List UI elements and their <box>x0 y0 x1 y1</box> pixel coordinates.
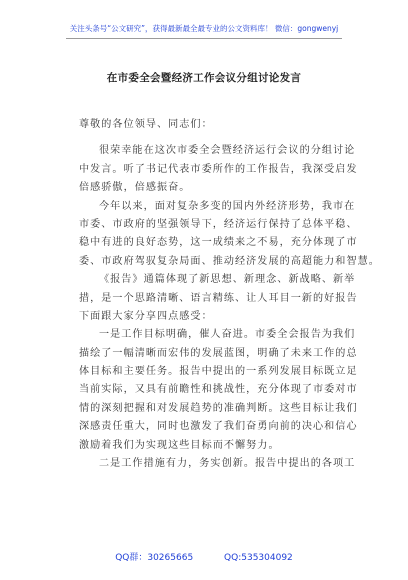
body-line: 很荣幸能在这次市委全会暨经济运行会议的分组讨论 <box>99 145 356 157</box>
body-line: 当前实际，又具有前瞻性和挑战性，充分体现了市委对市 <box>79 384 358 396</box>
footer-qq-group: QQ群：30265665 <box>115 553 194 563</box>
document-title: 在市委全会暨经济工作会议分组讨论发言 <box>106 72 302 84</box>
body-line: 激励着我们为实现这些目标而不懈努力。 <box>79 439 280 451</box>
footer-qq-number: QQ:535304092 <box>224 553 293 563</box>
footer-contact <box>0 550 408 563</box>
body-line: 描绘了一幅清晰而宏伟的发展蓝图，明确了未来工作的总 <box>79 347 358 359</box>
body-line: 情的深刻把握和对发展趋势的准确判断。这些目标让我们 <box>79 402 358 414</box>
body-line: 二是工作措施有力，务实创新。报告中提出的各项工 <box>99 458 356 470</box>
body-line: 一是工作目标明确，催人奋进。市委全会报告为我们 <box>99 329 356 341</box>
body-line: 市委、市政府的坚强领导下，经济运行保持了总体平稳、 <box>79 218 358 230</box>
header-promo-note: 关注头条号“公文研究”，获得最新最全最专业的公文资料库！ 微信：gongwenyj <box>69 24 339 33</box>
body-line: 《报告》通篇体现了新思想、新理念、新战略、新举 <box>99 274 356 286</box>
body-line: 深感责任重大，同时也激发了我们奋勇向前的决心和信心 <box>79 421 358 433</box>
paragraph-gap <box>79 134 340 142</box>
salutation: 尊敬的各位领导、同志们： <box>79 119 213 130</box>
body-line: 措，是一个思路清晰、语言精练、让人耳目一新的好报告 <box>79 292 358 304</box>
body-line: 中发言。听了书记代表市委所作的工作报告，我深受启发 <box>79 163 358 175</box>
document-body <box>79 116 380 473</box>
body-line: 下面跟大家分享四点感受： <box>79 310 213 322</box>
body-line: 委、市政府驾驭复杂局面、推动经济发展的高超能力和智慧。 <box>79 255 380 267</box>
body-line: 倍感骄傲，倍感振奋。 <box>79 182 191 194</box>
body-line: 今年以来，面对复杂多变的国内外经济形势，我市在 <box>99 200 356 212</box>
body-line: 体目标和主要任务。报告中提出的一系列发展目标既立足 <box>79 366 358 378</box>
body-line: 稳中有进的良好态势，这一成绩来之不易，充分体现了市 <box>79 237 358 249</box>
header-divider <box>66 38 342 39</box>
